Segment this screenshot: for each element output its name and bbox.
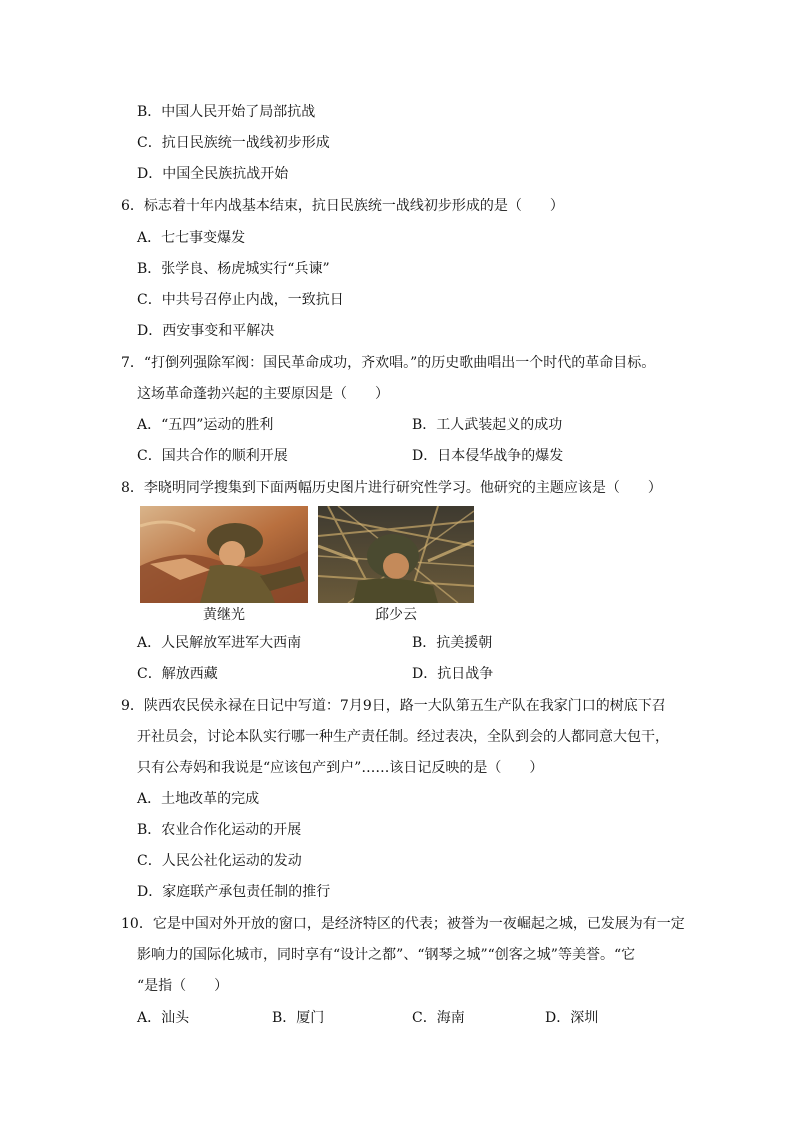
- q8-stem: 8．李晓明同学搜集到下面两幅历史图片进行研究性学习。他研究的主题应该是（ ）: [121, 480, 662, 496]
- q10-option-b: B．厦门: [272, 1010, 325, 1026]
- q9-option-d: D．家庭联产承包责任制的推行: [137, 884, 331, 900]
- q5-option-c: C．抗日民族统一战线初步形成: [137, 135, 330, 151]
- q10-option-c: C．海南: [412, 1010, 465, 1026]
- q6-option-b: B．张学良、杨虎城实行“兵谏”: [137, 261, 330, 277]
- q6-option-a: A．七七事变爆发: [137, 230, 246, 246]
- q5-option-d: D．中国全民族抗战开始: [137, 166, 289, 182]
- q8-option-c: C．解放西藏: [137, 666, 218, 682]
- q6-option-d: D．西安事变和平解决: [137, 323, 275, 339]
- q10-option-a: A．汕头: [137, 1010, 190, 1026]
- huang-jiguang-painting: [140, 506, 308, 603]
- q7-option-a: A．“五四”运动的胜利: [137, 417, 274, 433]
- q9-stem-line-3: 只有公寿妈和我说是“应该包产到户”……该日记反映的是（ ）: [137, 760, 544, 776]
- q7-option-d: D．日本侵华战争的爆发: [412, 448, 564, 464]
- q5-option-b: B．中国人民开始了局部抗战: [137, 104, 316, 120]
- q10-stem-line-1: 10．它是中国对外开放的窗口，是经济特区的代表；被誉为一夜崛起之城，已发展为有一定: [121, 916, 685, 932]
- q7-stem-line-1: 7．“打倒列强除军阀：国民革命成功，齐欢唱。”的历史歌曲唱出一个时代的革命目标。: [121, 355, 656, 371]
- q10-option-d: D．深圳: [545, 1010, 599, 1026]
- q8-option-d: D．抗日战争: [412, 666, 494, 682]
- q6-option-c: C．中共号召停止内战，一致抗日: [137, 292, 344, 308]
- caption-qiu-shaoyun: 邱少云: [375, 607, 417, 623]
- q7-option-b: B．工人武装起义的成功: [412, 417, 563, 433]
- q8-option-b: B．抗美援朝: [412, 635, 493, 651]
- q9-option-a: A．土地改革的完成: [137, 791, 260, 807]
- q7-stem-line-2: 这场革命蓬勃兴起的主要原因是（ ）: [137, 386, 389, 402]
- q8-option-a: A．人民解放军进军大西南: [137, 635, 302, 651]
- caption-huang-jiguang: 黄继光: [203, 607, 245, 623]
- q10-stem-line-3: “是指（ ）: [137, 978, 229, 994]
- q9-option-c: C．人民公社化运动的发动: [137, 853, 302, 869]
- q6-stem: 6．标志着十年内战基本结束，抗日民族统一战线初步形成的是（ ）: [121, 198, 564, 214]
- q9-option-b: B．农业合作化运动的开展: [137, 822, 302, 838]
- q10-stem-line-2: 影响力的国际化城市，同时享有“设计之都”、“钢琴之城”“创客之城”等美誉。“它: [137, 947, 636, 963]
- qiu-shaoyun-painting: [318, 506, 474, 603]
- q7-option-c: C．国共合作的顺利开展: [137, 448, 288, 464]
- q9-stem-line-1: 9．陕西农民侯永禄在日记中写道：7月9日，路一大队第五生产队在我家门口的树底下召: [121, 698, 666, 714]
- q9-stem-line-2: 开社员会，讨论本队实行哪一种生产责任制。经过表决，全队到会的人都同意大包干，: [137, 729, 669, 745]
